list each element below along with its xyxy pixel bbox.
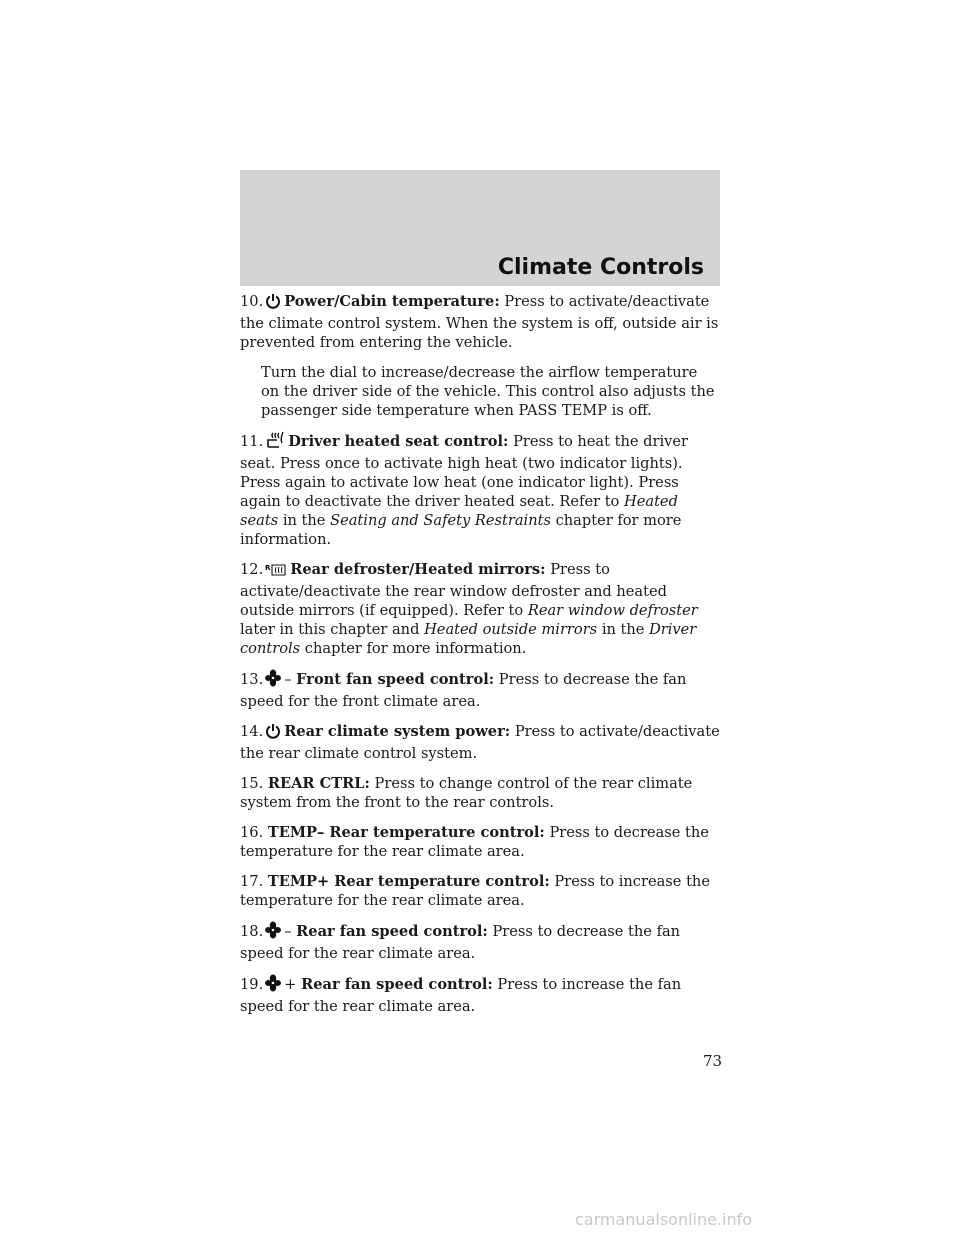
rear-defroster-icon [265, 563, 287, 582]
item-number: 10. [240, 293, 264, 310]
item-text: chapter for more information. [240, 512, 682, 548]
sign: – [284, 923, 292, 940]
item-11 [240, 431, 720, 549]
chapter-header-band [240, 170, 720, 286]
item-label: Rear defroster/Heated mirrors: [290, 561, 546, 578]
item-text: Press to decrease the fan speed for the front climate area. [240, 671, 687, 710]
sign: – [284, 671, 292, 688]
item-label: Power/Cabin temperature: [284, 293, 500, 310]
heated-seat-icon [265, 431, 285, 454]
item-label: Rear climate system power: [284, 723, 511, 740]
item-15 [240, 774, 720, 812]
page-number: 73 [703, 1052, 723, 1070]
item-text: in the [601, 621, 645, 638]
item-text: Press to activate/deactivate the rear window defroster and heated outside mirrors (if equipped). Refer to [240, 561, 667, 619]
item-number: 16. [240, 824, 264, 841]
item-ref: Driver controls [240, 621, 697, 657]
chapter-title: Climate Controls [497, 255, 704, 280]
fan-icon [265, 921, 281, 944]
item-19 [240, 974, 720, 1016]
item-label: Rear fan speed control: [301, 976, 493, 993]
item-number: 15. [240, 775, 264, 792]
item-ref: Seating and Safety Restraints [330, 512, 551, 529]
item-number: 12. [240, 561, 264, 578]
svg-text:R: R [265, 564, 271, 572]
item-number: 14. [240, 723, 264, 740]
power-icon [265, 293, 281, 314]
item-12 [240, 560, 720, 658]
item-text: Press to decrease the fan speed for the rear climate area. [240, 923, 681, 962]
item-16 [240, 823, 720, 861]
manual-content [240, 292, 720, 1027]
item-text: Press to activate/deactivate the rear climate control system. [240, 723, 720, 762]
item-number: 13. [240, 671, 264, 688]
item-label: REAR CTRL: [267, 775, 370, 792]
item-text: in the [282, 512, 326, 529]
power-icon [265, 723, 281, 744]
fan-icon [265, 669, 281, 692]
item-10-subtext: Turn the dial to increase/decrease the airflow temperature on the driver side of the vehicle. This control also adjusts the passenger side temperature when PASS TEMP is off. [261, 364, 715, 419]
item-text: Press to increase the fan speed for the rear climate area. [240, 976, 682, 1015]
item-ref: Heated seats [240, 493, 678, 529]
item-label: Rear fan speed control: [296, 923, 488, 940]
item-label: TEMP+ Rear temperature control: [267, 873, 550, 890]
item-text: Press to heat the driver seat. Press once to activate high heat (two indicator lights). Press again to activate low heat (one indicator light). Press again to deactivate the driver heated seat. Refer to [240, 433, 689, 510]
item-text: Press to activate/deactivate the climate control system. When the system is off, outside air is prevented from entering the vehicle. [240, 293, 719, 351]
fan-icon [265, 974, 281, 997]
item-17 [240, 872, 720, 910]
item-number: 18. [240, 923, 264, 940]
item-number: 19. [240, 976, 264, 993]
item-18 [240, 921, 720, 963]
item-ref: Rear window defroster [527, 602, 698, 619]
item-ref: Heated outside mirrors [424, 621, 598, 638]
item-14 [240, 722, 720, 763]
item-number: 17. [240, 873, 264, 890]
item-13 [240, 669, 720, 711]
item-label: Driver heated seat control: [288, 433, 509, 450]
item-number: 11. [240, 433, 264, 450]
item-10 [240, 292, 720, 352]
item-text: Press to increase the temperature for the rear climate area. [240, 873, 710, 909]
item-label: TEMP– Rear temperature control: [267, 824, 545, 841]
sign: + [284, 976, 297, 993]
item-text: chapter for more information. [304, 640, 527, 657]
footer-url[interactable]: carmanualsonline.info [575, 1210, 753, 1229]
item-label: Front fan speed control: [296, 671, 495, 688]
item-text: later in this chapter and [240, 621, 420, 638]
item-text: Press to change control of the rear climate system from the front to the rear controls. [240, 775, 693, 811]
item-text: Press to decrease the temperature for the rear climate area. [240, 824, 709, 860]
